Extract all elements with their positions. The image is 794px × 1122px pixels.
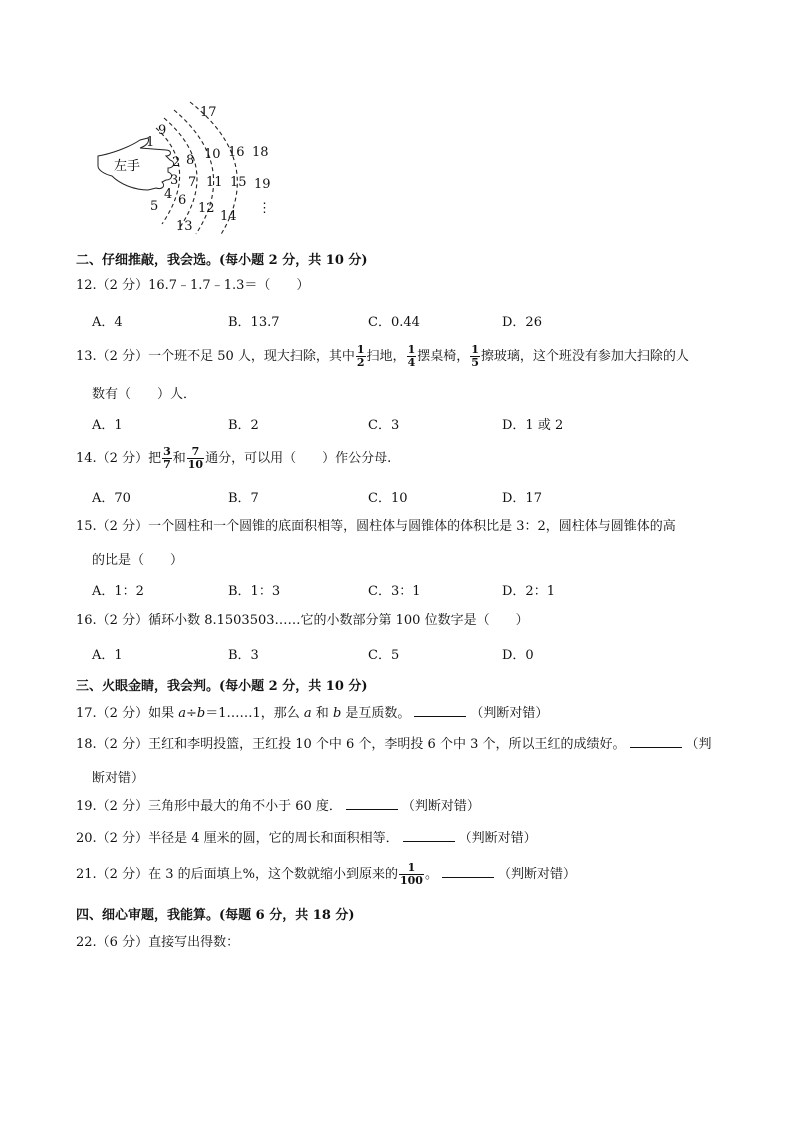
q17-text-1: 17.（2 分）如果 — [76, 706, 179, 721]
q14-text-1: 14.（2 分）把 — [76, 451, 162, 466]
num-15: 15 — [230, 175, 247, 190]
num-8: 8 — [186, 153, 195, 168]
option-c: C．3 — [368, 418, 400, 433]
option-b: B．13.7 — [228, 315, 280, 330]
var-a: a — [303, 706, 312, 721]
divide-sign: ÷ — [185, 706, 197, 721]
num-13: 13 — [176, 219, 193, 234]
fraction-7-10 — [187, 446, 204, 471]
question-14-stem — [76, 446, 734, 471]
hand-label: 左手 — [114, 159, 141, 174]
option-a: A．1 — [92, 418, 123, 433]
q17-text-2: ＝1……1，那么 — [205, 706, 304, 721]
option-d: D．26 — [502, 315, 542, 330]
question-19-stem — [76, 797, 734, 817]
num-19: 19 — [254, 177, 271, 192]
num-18: 18 — [252, 145, 269, 160]
answer-blank[interactable] — [630, 735, 682, 748]
q17-text-3: 是互质数。 — [341, 706, 411, 721]
q19-text: 19.（2 分）三角形中最大的角不小于 60 度． — [76, 799, 342, 814]
frac-num: 1 — [471, 343, 479, 356]
q13-text-1: 13.（2 分）一个班不足 50 人，现大扫除，其中 — [76, 349, 355, 364]
option-a: A．70 — [92, 491, 131, 506]
frac-num: 1 — [407, 343, 416, 356]
option-a: A．4 — [92, 315, 123, 330]
num-12: 12 — [198, 201, 215, 216]
question-13-line-2: 数有（ ）人． — [92, 387, 197, 402]
fraction-3-7 — [162, 446, 172, 471]
question-12-stem: 12.（2 分）16.7﹣1.7﹣1.3＝（ ） — [76, 278, 310, 293]
num-10: 10 — [204, 147, 221, 162]
question-20-stem — [76, 829, 734, 849]
answer-blank[interactable] — [414, 704, 466, 717]
num-6: 6 — [178, 193, 187, 208]
frac-num: 1 — [356, 343, 365, 356]
num-2: 2 — [172, 155, 181, 170]
num-ellipsis: ⋮ — [258, 201, 271, 216]
fraction-1-4 — [407, 344, 417, 369]
fraction-1-100 — [399, 862, 424, 887]
option-b: B．3 — [228, 648, 259, 663]
answer-blank[interactable] — [403, 829, 455, 842]
q21-text-2: 。 — [424, 867, 438, 882]
frac-den: 4 — [407, 356, 416, 369]
section-3-title: 三、火眼金睛，我会判。(每小题 2 分，共 10 分) — [76, 679, 368, 694]
var-b: b — [332, 706, 342, 721]
question-13-stem — [76, 344, 734, 369]
q17-and: 和 — [311, 706, 333, 721]
question-21-stem — [76, 862, 734, 887]
judge-hint: （判断对错） — [401, 799, 480, 814]
q13-text-2: 扫地， — [366, 349, 406, 364]
frac-num: 7 — [187, 446, 204, 459]
judge-hint: （判断对错） — [470, 706, 549, 721]
num-14: 14 — [220, 209, 237, 224]
frac-num: 1 — [399, 862, 424, 875]
judge-hint: （判 — [685, 737, 712, 752]
frac-den: 10 — [187, 458, 204, 471]
option-b: B．7 — [228, 491, 259, 506]
frac-den: 100 — [399, 874, 423, 887]
option-c: C．10 — [368, 491, 408, 506]
question-17-stem — [76, 704, 734, 724]
var-a: a — [178, 706, 186, 721]
num-7: 7 — [188, 175, 197, 190]
section-4-title: 四、细心审题，我能算。(每题 6 分，共 18 分) — [76, 908, 355, 923]
section-2-title: 二、仔细推敲，我会选。(每小题 2 分，共 10 分) — [76, 253, 368, 268]
option-c: C．0.44 — [368, 315, 420, 330]
num-5: 5 — [150, 199, 159, 214]
q14-text-2: 和 — [172, 451, 186, 466]
option-b: B．2 — [228, 418, 259, 433]
num-11: 11 — [206, 175, 223, 190]
num-9: 9 — [158, 123, 167, 138]
frac-den: 2 — [356, 356, 365, 369]
option-d: D．0 — [502, 648, 534, 663]
var-b: b — [196, 706, 206, 721]
num-4: 4 — [164, 187, 173, 202]
option-c: C．5 — [368, 648, 400, 663]
q13-text-3: 摆桌椅， — [417, 349, 470, 364]
judge-hint: （判断对错） — [497, 867, 576, 882]
question-15-line-2: 的比是（ ） — [92, 553, 184, 568]
q13-text-4: 擦玻璃，这个班没有参加大扫除的人 — [480, 349, 689, 364]
judge-hint: （判断对错） — [458, 831, 537, 846]
fraction-1-2 — [356, 344, 366, 369]
frac-den: 7 — [163, 458, 171, 471]
num-17: 17 — [200, 105, 217, 120]
q18-text: 18.（2 分）王红和李明投篮，王红投 10 个中 6 个，李明投 6 个中 3 个，所以王红的成绩好。 — [76, 737, 626, 752]
q20-text: 20.（2 分）半径是 4 厘米的圆，它的周长和面积相等． — [76, 831, 399, 846]
question-18-line-2: 断对错） — [92, 771, 145, 786]
question-18-line-1 — [76, 735, 734, 755]
question-15-line-1: 15.（2 分）一个圆柱和一个圆锥的底面积相等，圆柱体与圆锥体的体积比是 3：2，圆柱体与圆锥体的高 — [76, 519, 676, 534]
option-a: A．1：2 — [92, 584, 144, 599]
num-3: 3 — [170, 173, 179, 188]
num-1: 1 — [146, 135, 155, 150]
fraction-1-5 — [470, 344, 480, 369]
hand-diagram — [90, 98, 290, 238]
option-d: D．1 或 2 — [502, 418, 564, 433]
answer-blank[interactable] — [442, 865, 494, 878]
option-a: A．1 — [92, 648, 123, 663]
q21-text-1: 21.（2 分）在 3 的后面填上%，这个数就缩小到原来的 — [76, 867, 398, 882]
q14-text-3: 通分，可以用（ ）作公分母. — [205, 451, 392, 466]
hand-counting-figure — [90, 98, 290, 238]
option-d: D．17 — [502, 491, 542, 506]
question-22-stem: 22.（6 分）直接写出得数： — [76, 935, 240, 950]
option-d: D．2：1 — [502, 584, 555, 599]
frac-num: 3 — [163, 445, 171, 458]
option-c: C．3：1 — [368, 584, 421, 599]
option-b: B．1：3 — [228, 584, 281, 599]
answer-blank[interactable] — [346, 797, 398, 810]
num-16: 16 — [228, 145, 245, 160]
question-16-stem: 16.（2 分）循环小数 8.1503503……它的小数部分第 100 位数字是（ ） — [76, 613, 529, 628]
frac-den: 5 — [471, 356, 479, 369]
